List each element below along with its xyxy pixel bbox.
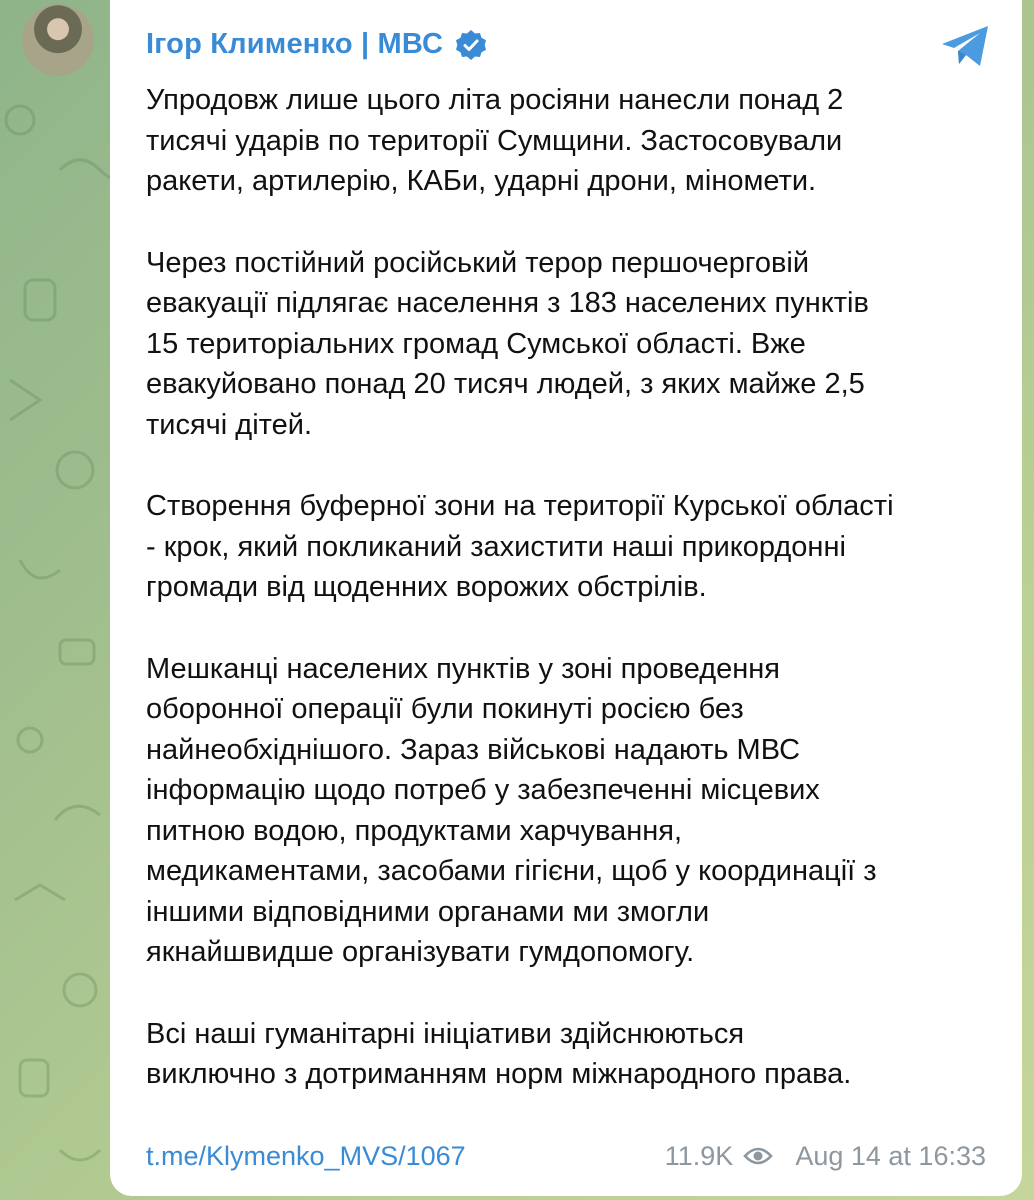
message-bubble — [110, 0, 1022, 1196]
telegram-logo-icon[interactable] — [940, 24, 992, 68]
eye-icon — [743, 1145, 773, 1167]
message-paragraph: Створення буферної зони на території Курської області - крок, який покликаний захистити наші прикордонні громади від щоденних ворожих обстрілів. — [146, 490, 894, 603]
message-paragraph: Мешканці населених пунктів у зоні проведення оборонної операції були покинуті росією без найнеобхіднішого. Зараз військові надають МВС інформацію щодо потреб у забезпеченні місцевих питною водою, продуктами харчування, медикаментами, засобами гігієни, щоб у координації з іншими відповідними органами ми змогли якнайшвидше організувати гумдопомогу. — [146, 652, 877, 968]
message-paragraph: Всі наші гуманітарні ініціативи здійснюються виключно з дотриманням норм міжнародного права. — [146, 1017, 852, 1090]
sender-avatar[interactable] — [22, 4, 94, 76]
message-header — [146, 28, 487, 61]
message-footer — [146, 1136, 986, 1176]
verified-badge-icon — [455, 29, 487, 61]
sender-name[interactable]: Ігор Клименко | МВС — [146, 28, 444, 60]
message-meta — [665, 1141, 986, 1172]
message-paragraph: Через постійний російський терор першочерговій евакуації підлягає населення з 183 населених пунктів 15 територіальних громад Сумської області. Вже евакуйовано понад 20 тисяч людей, з яких майже 2,5 тисячі дітей. — [146, 246, 869, 441]
message-text — [146, 80, 996, 1095]
views-count: 11.9K — [664, 1140, 734, 1171]
post-link[interactable]: t.me/Klymenko_MVS/1067 — [146, 1140, 466, 1171]
message-timestamp: Aug 14 at 16:33 — [795, 1140, 986, 1171]
message-paragraph: Упродовж лише цього літа росіяни нанесли понад 2 тисячі ударів по території Сумщини. Застосовували ракети, артилерію, КАБи, ударні дрони, міномети. — [146, 84, 844, 197]
